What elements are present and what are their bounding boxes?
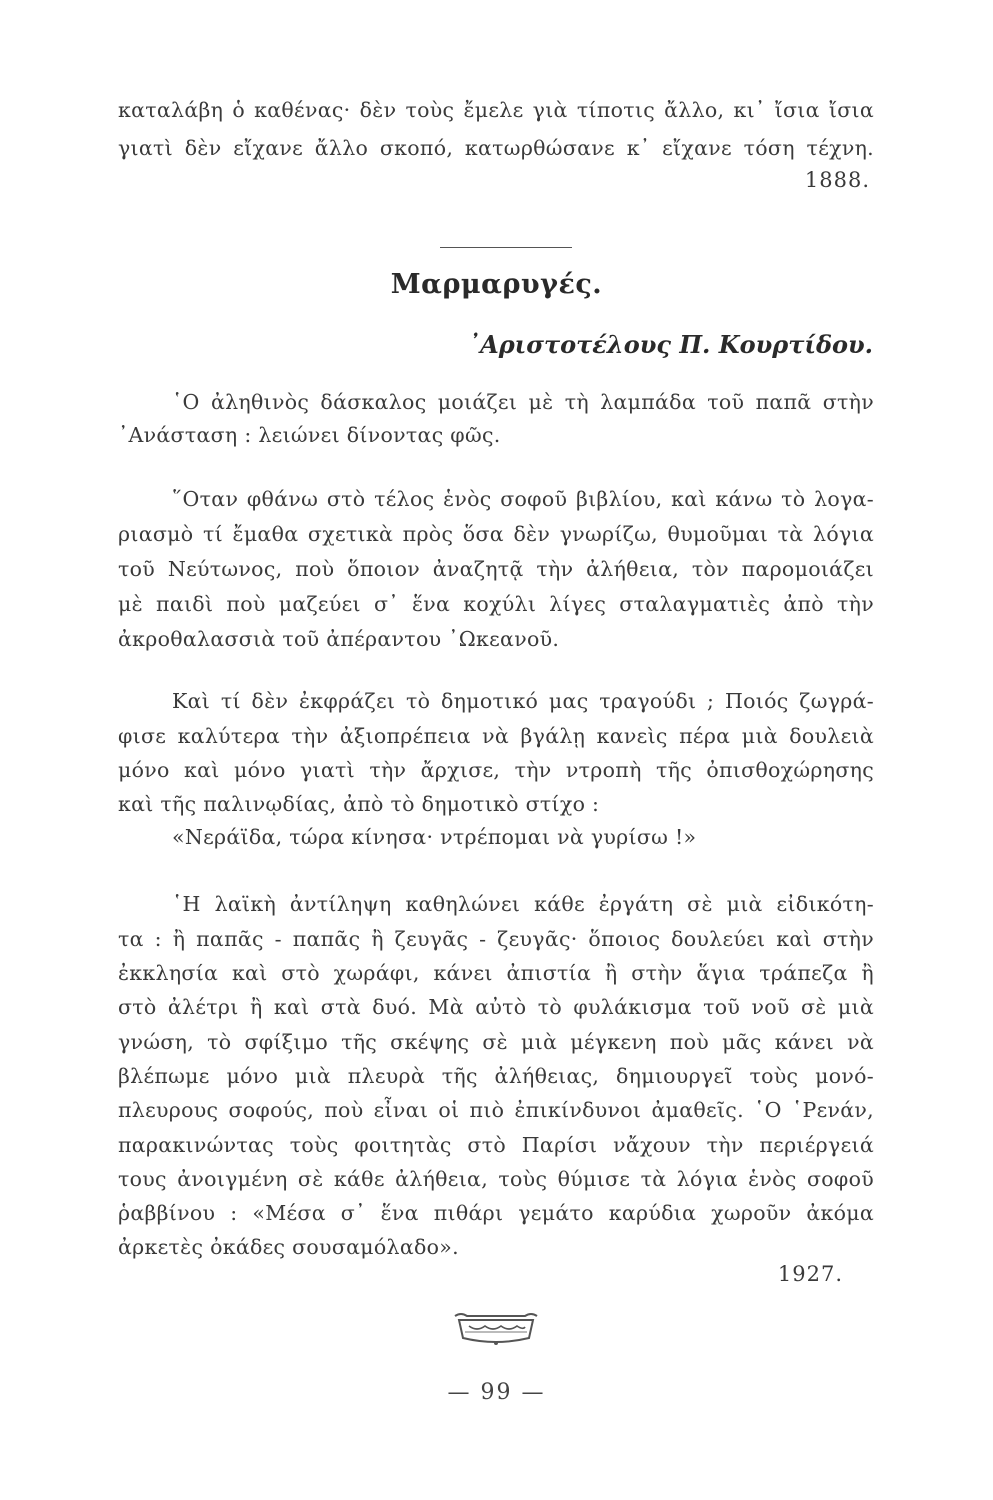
p2-line-1: ῞Οταν φθάνω στὸ τέλος ἑνὸς σοφοῦ βιβλίου, καὶ κάνω τὸ λογα- [172, 487, 874, 511]
p4-line-10: ῥαββίνου : «Μέσα σ᾽ ἕνα πιθάρι γεμάτο καρύδια χωροῦν ἀκόμα [118, 1201, 874, 1225]
section-divider [440, 247, 572, 248]
p4-line-4: στὸ ἀλέτρι ἢ καὶ στὰ δυό. Μὰ αὐτὸ τὸ φυλάκισμα τοῦ νοῦ σὲ μιὰ [118, 995, 874, 1019]
p1-line-2: ᾽Ανάσταση : λειώνει δίνοντας φῶς. [118, 423, 501, 447]
p2-line-4: μὲ παιδὶ ποὺ μαζεύει σ᾽ ἕνα κοχύλι λίγες σταλαγματιὲς ἀπὸ τὴν [118, 592, 874, 616]
p4-line-8: παρακινώντας τοὺς φοιτητὰς στὸ Παρίσι νἄχουν τὴν περιέργειά [118, 1133, 874, 1157]
intro-line-2: γιατὶ δὲν εἴχανε ἄλλο σκοπό, κατωρθώσανε κ᾽ εἴχανε τόση τέχνη. [118, 136, 874, 160]
p3-line-3: μόνο καὶ μόνο γιατὶ τὴν ἄρχισε, τὴν ντροπὴ τῆς ὀπισθοχώρησης [118, 758, 874, 782]
p4-line-6: βλέπωμε μόνο μιὰ πλευρὰ τῆς ἀλήθειας, δημιουργεῖ τοὺς μονό- [118, 1064, 874, 1088]
p4-line-5: γνώση, τὸ σφίξιμο τῆς σκέψης σὲ μιὰ μέγκενη ποὺ μᾶς κάνει νὰ [118, 1030, 874, 1054]
p1-line-1: ῾Ο ἀληθινὸς δάσκαλος μοιάζει μὲ τὴ λαμπάδα τοῦ παπᾶ στὴν [172, 390, 874, 414]
p3-line-4: καὶ τῆς παλινῳδίας, ἀπὸ τὸ δημοτικὸ στίχο : [118, 792, 600, 816]
folk-song-quote: «Νεράϊδα, τώρα κίνησα· ντρέπομαι νὰ γυρίσω !» [172, 825, 697, 849]
p3-line-2: φισε καλύτερα τὴν ἀξιοπρέπεια νὰ βγάλῃ κανεὶς πέρα μιὰ δουλειὰ [118, 724, 874, 748]
p4-line-2: τα : ἢ παπᾶς - παπᾶς ἢ ζευγᾶς - ζευγᾶς· ὅποιος δουλεύει καὶ στὴν [118, 927, 874, 951]
p4-line-3: ἐκκλησία καὶ στὸ χωράφι, κάνει ἀπιστία ἢ στὴν ἅγια τράπεζα ἢ [118, 961, 874, 985]
p2-line-2: ριασμὸ τί ἔμαθα σχετικὰ πρὸς ὅσα δὲν γνωρίζω, θυμοῦμαι τὰ λόγια [118, 522, 874, 546]
p4-line-11: ἀρκετὲς ὀκάδες σουσαμόλαδο». [118, 1235, 459, 1259]
p4-line-7: πλευρους σοφούς, ποὺ εἶναι οἱ πιὸ ἐπικίνδυνοι ἀμαθεῖς. ῾Ο ῾Ρενάν, [118, 1098, 874, 1122]
p2-line-3: τοῦ Νεύτωνος, ποὺ ὅποιον ἀναζητᾷ τὴν ἀλήθεια, τὸν παρομοιάζει [118, 557, 874, 581]
section-title: Μαρμαρυγές. [390, 269, 603, 300]
page-number: — 99 — [447, 1380, 546, 1405]
year-second: 1927. [777, 1262, 843, 1286]
intro-line-1: καταλάβη ὁ καθένας· δὲν τοὺς ἔμελε γιὰ τίποτις ἄλλο, κι᾽ ἴσια ἴσια [118, 98, 874, 122]
p2-line-5: ἀκροθαλασσιὰ τοῦ ἀπέραντου ᾽Ωκεανοῦ. [118, 627, 560, 651]
year-first: 1888. [804, 168, 870, 192]
p3-line-1: Καὶ τί δὲν ἐκφράζει τὸ δημοτικό μας τραγούδι ; Ποιός ζωγρά- [172, 689, 874, 713]
p4-line-1: ῾Η λαϊκὴ ἀντίληψη καθηλώνει κάθε ἐργάτη σὲ μιὰ εἰδικότη- [172, 892, 874, 916]
p4-line-9: τους ἀνοιγμένη σὲ κάθε ἀλήθεια, τοὺς θύμισε τὰ λόγια ἑνὸς σοφοῦ [118, 1167, 874, 1191]
author-name: ᾽Αριστοτέλους Π. Κουρτίδου. [468, 330, 873, 359]
ornament-icon [451, 1310, 541, 1350]
